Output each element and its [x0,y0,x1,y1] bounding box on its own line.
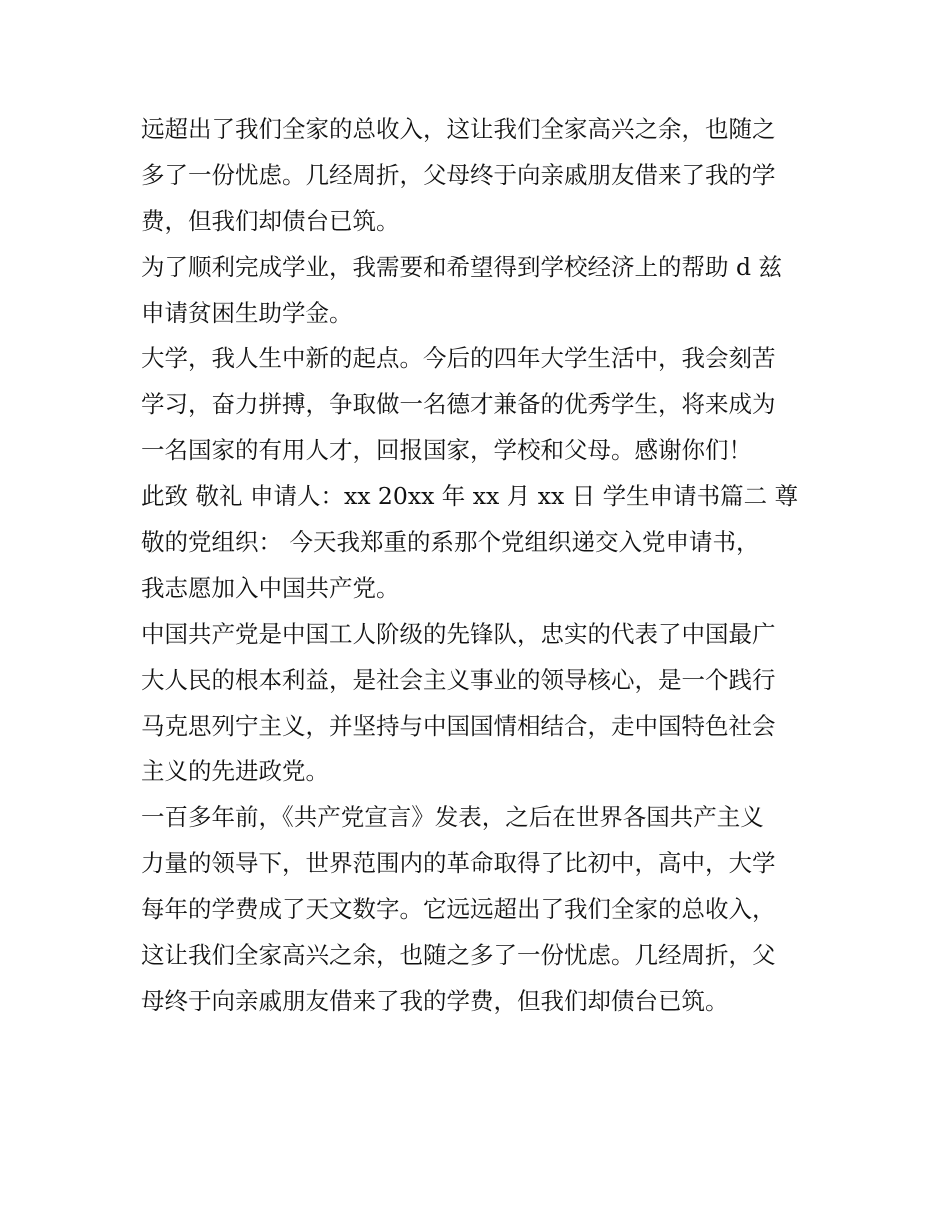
text-line: 一百多年前，《共产党宣言》发表，之后在世界各国共产主义 [141,803,764,832]
document-body [141,107,821,1025]
text-line: 为了顺利完成学业，我需要和希望得到学校经济上的帮助 d 兹 [141,252,782,281]
text-line: 此致 敬礼 申请人：xx 20xx 年 xx 月 xx 日 学生申请书篇二 尊 [141,482,799,511]
text-line: 远超出了我们全家的总收入，这让我们全家高兴之余，也随之 [141,115,776,143]
text-line: 母终于向亲戚朋友借来了我的学费，但我们却债台已筑。 [141,986,729,1015]
text-line: 大人民的根本利益，是社会主义事业的领导核心，是一个践行 [141,665,776,694]
text-line: 主义的先进政党。 [141,757,329,786]
text-line: 一名国家的有用人才，回报国家，学校和父母。感谢你们！ [141,436,752,465]
text-line: 力量的领导下，世界范围内的革命取得了比初中，高中，大学 [141,849,776,878]
text-line: 这让我们全家高兴之余，也随之多了一份忧虑。几经周折，父 [141,941,776,970]
text-line: 大学，我人生中新的起点。今后的四年大学生活中，我会刻苦 [141,344,776,373]
text-line: 多了一份忧虑。几经周折，父母终于向亲戚朋友借来了我的学 [141,160,776,189]
text-line: 敬的党组织： 今天我郑重的系那个党组织递交入党申请书， [141,528,760,557]
text-line: 费，但我们却债台已筑。 [141,206,400,235]
text-line: 马克思列宁主义，并坚持与中国国情相结合，走中国特色社会 [141,711,776,740]
text-line: 中国共产党是中国工人阶级的先锋队，忠实的代表了中国最广 [141,619,776,648]
text-line: 我志愿加入中国共产党。 [141,573,400,602]
text-line: 每年的学费成了天文数字。它远远超出了我们全家的总收入， [141,895,776,924]
text-line: 申请贫困生助学金。 [141,298,353,327]
text-line: 学习，奋力拼搏，争取做一名德才兼备的优秀学生，将来成为 [141,390,776,419]
